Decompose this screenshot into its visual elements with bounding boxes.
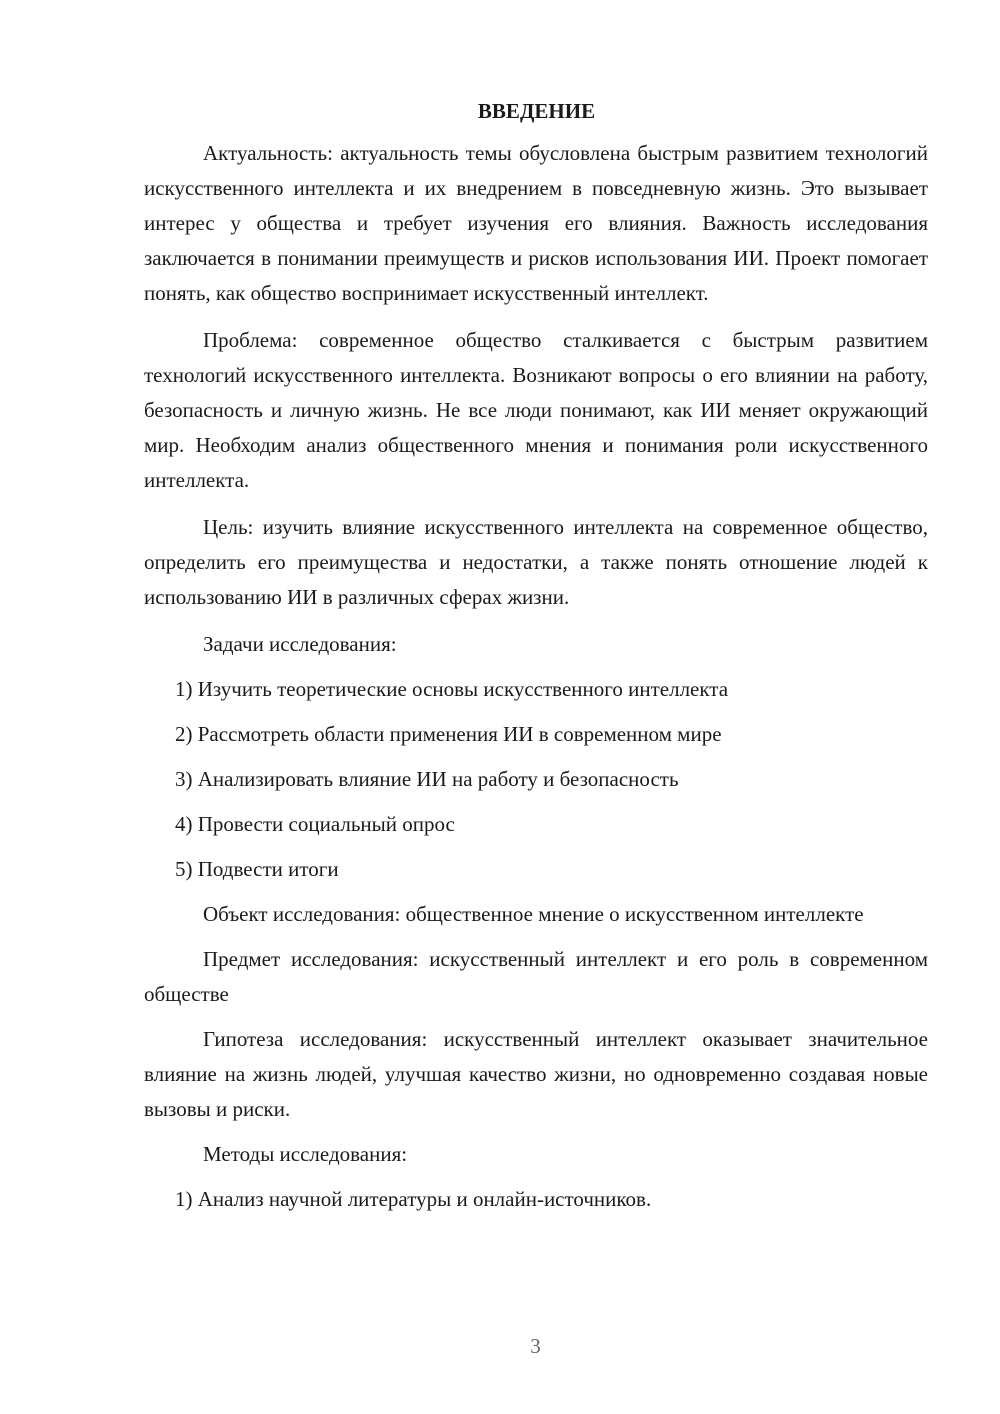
goal-paragraph: Цель: изучить влияние искусственного интеллекта на современное общество, определить его преимущества и недостатки, а также понять отношение людей к использованию ИИ в различных сферах жизни.: [144, 515, 928, 609]
methods-heading: Методы исследования:: [203, 1142, 408, 1166]
task-item: 2) Рассмотреть области применения ИИ в современном мире: [175, 722, 722, 746]
page-number: 3: [530, 1334, 541, 1358]
object-paragraph: Объект исследования: общественное мнение о искусственном интеллекте: [203, 902, 864, 926]
subject-paragraph: Предмет исследования: искусственный интеллект и его роль в современном обществе: [144, 947, 928, 1006]
task-item: 1) Изучить теоретические основы искусственного интеллекта: [175, 677, 729, 701]
method-item: 1) Анализ научной литературы и онлайн-источников.: [175, 1187, 652, 1211]
task-item: 5) Подвести итоги: [175, 857, 339, 881]
hypothesis-paragraph: Гипотеза исследования: искусственный интеллект оказывает значительное влияние на жизнь людей, улучшая качество жизни, но одновременно создавая новые вызовы и риски.: [144, 1027, 928, 1121]
section-title: ВВЕДЕНИЕ: [477, 99, 596, 123]
document-page: [144, 96, 928, 1227]
task-item: 4) Провести социальный опрос: [175, 812, 455, 836]
tasks-heading: Задачи исследования:: [203, 632, 397, 656]
problem-paragraph: Проблема: современное общество сталкивается с быстрым развитием технологий искусственного интеллекта. Возникают вопросы о его влиянии на работу, безопасность и личную жизнь. Не все люди понимают, как ИИ меняет окружающий мир. Необходим анализ общественного мнения и понимания роли искусственного интеллекта.: [144, 328, 928, 492]
relevance-paragraph: Актуальность: актуальность темы обусловлена быстрым развитием технологий искусственного интеллекта и их внедрением в повседневную жизнь. Это вызывает интерес у общества и требует изучения его влияния. Важность исследования заключается в понимании преимуществ и рисков использования ИИ. Проект помогает понять, как общество воспринимает искусственный интеллект.: [144, 141, 928, 305]
task-item: 3) Анализировать влияние ИИ на работу и безопасность: [175, 767, 679, 791]
